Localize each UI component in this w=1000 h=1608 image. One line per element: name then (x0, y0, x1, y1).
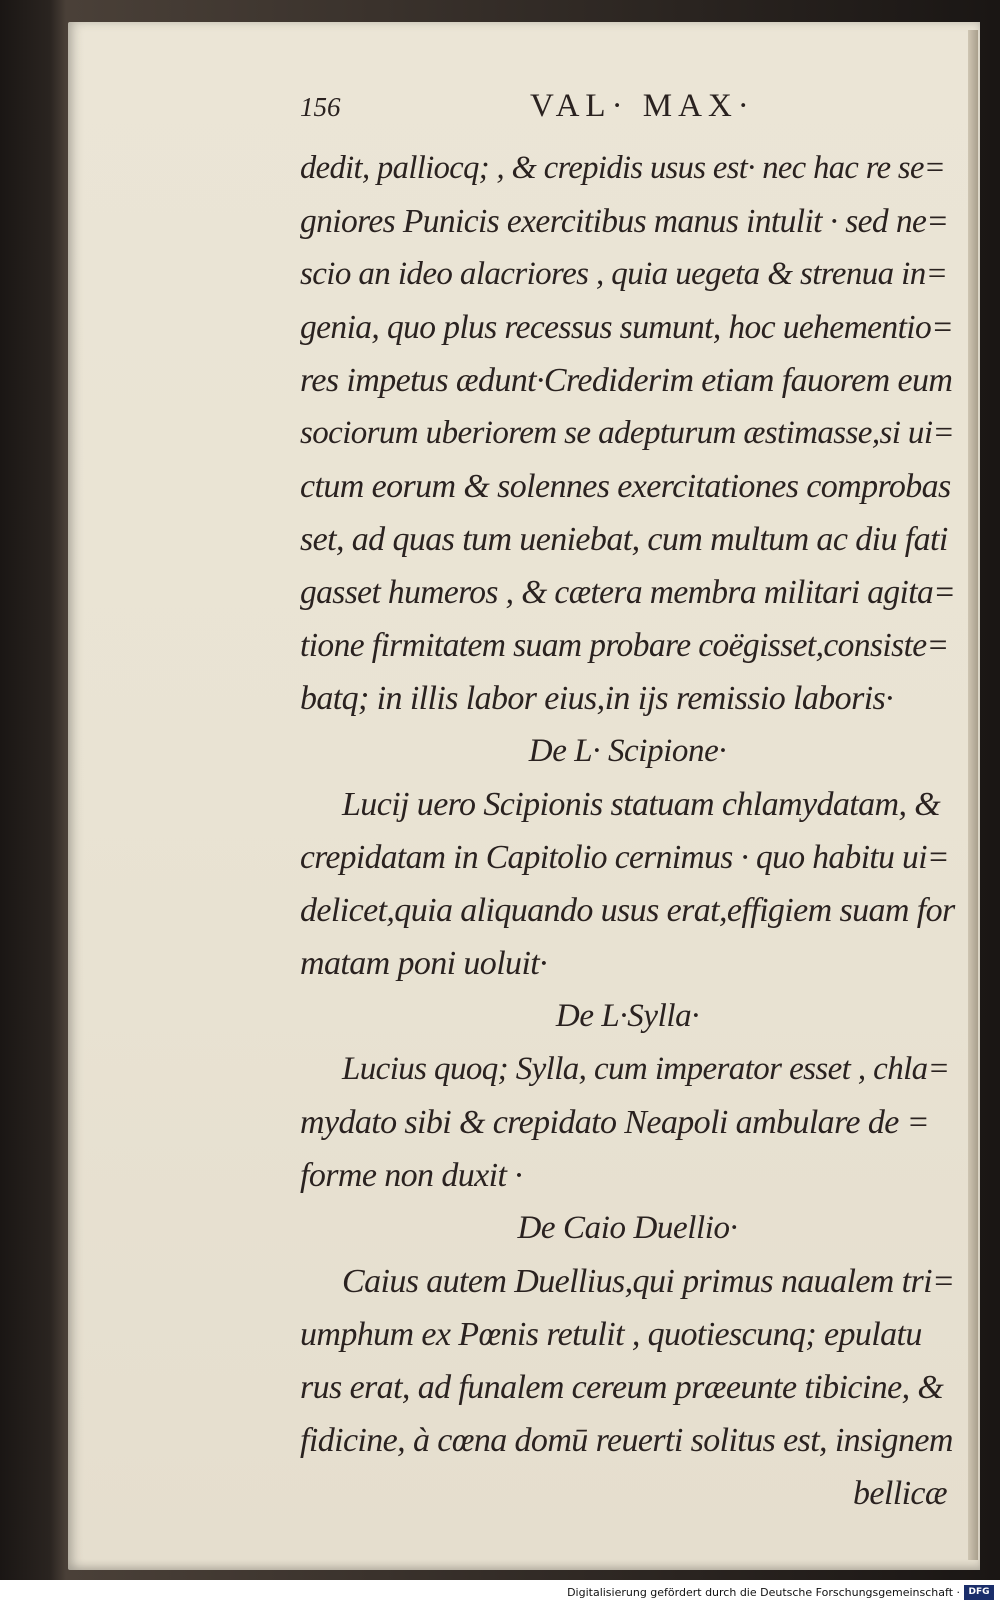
text-line: Caius autem Duellius,qui primus naualem tri= (342, 1263, 955, 1300)
page-number: 156 (300, 92, 341, 122)
text-line: fidicine, à cœna domū reuerti solitus est, insignem (300, 1422, 953, 1459)
text-line: matam poni uoluit· (300, 945, 548, 982)
text-line: Lucius quoq; Sylla, cum imperator esset , chla= (342, 1051, 950, 1087)
section-heading: De L· Scipione· (528, 733, 727, 769)
catchword: bellicæ (853, 1475, 947, 1512)
text-line: ctum eorum & solennes exercitationes comprobas (300, 468, 951, 505)
text-line: crepidatam in Capitolio cernimus · quo habitu ui= (300, 839, 949, 876)
text-line: gasset humeros , & cætera membra militari agita= (300, 574, 956, 611)
text-line: genia, quo plus recessus sumunt, hoc uehementio= (300, 309, 954, 346)
text-line: rus erat, ad funalem cereum præeunte tibicine, & (300, 1369, 944, 1406)
footer-bar (0, 1580, 1000, 1608)
text-line: delicet,quia aliquando usus erat,effigiem suam for (300, 892, 955, 929)
text-line: scio an ideo alacriores , quia uegeta & strenua in= (300, 256, 948, 292)
text-line: mydato sibi & crepidato Neapoli ambulare de = (300, 1104, 929, 1141)
running-title: VAL· MAX· (530, 88, 755, 124)
text-line: sociorum uberiorem se adepturum æstimasse,si ui= (300, 415, 955, 451)
text-line: batq; in illis labor eius,in ijs remissio laboris· (300, 680, 894, 717)
section-heading: De Caio Duellio· (517, 1210, 738, 1246)
text-block (300, 142, 955, 1520)
text-line: set, ad quas tum ueniebat, cum multum ac diu fati (300, 521, 948, 558)
text-line: res impetus ædunt·Crediderim etiam fauorem eum (300, 362, 953, 399)
running-head (300, 88, 800, 138)
page-edge (968, 30, 978, 1560)
text-line: tione firmitatem suam probare coëgisset,consiste= (300, 627, 949, 664)
dfg-logo: DFG (964, 1585, 994, 1600)
funding-notice: Digitalisierung gefördert durch die Deutsche Forschungsgemeinschaft · (567, 1586, 960, 1599)
section-heading: De L·Sylla· (555, 998, 700, 1034)
text-line: forme non duxit · (300, 1157, 523, 1194)
text-line: dedit, palliocq; , & crepidis usus est· nec hac re se= (300, 150, 946, 186)
text-line: gniores Punicis exercitibus manus intulit · sed ne= (300, 203, 949, 240)
text-line: umphum ex Pœnis retulit , quotiescunq; epulatu (300, 1316, 922, 1353)
text-line: Lucij uero Scipionis statuam chlamydatam, & (342, 786, 941, 823)
